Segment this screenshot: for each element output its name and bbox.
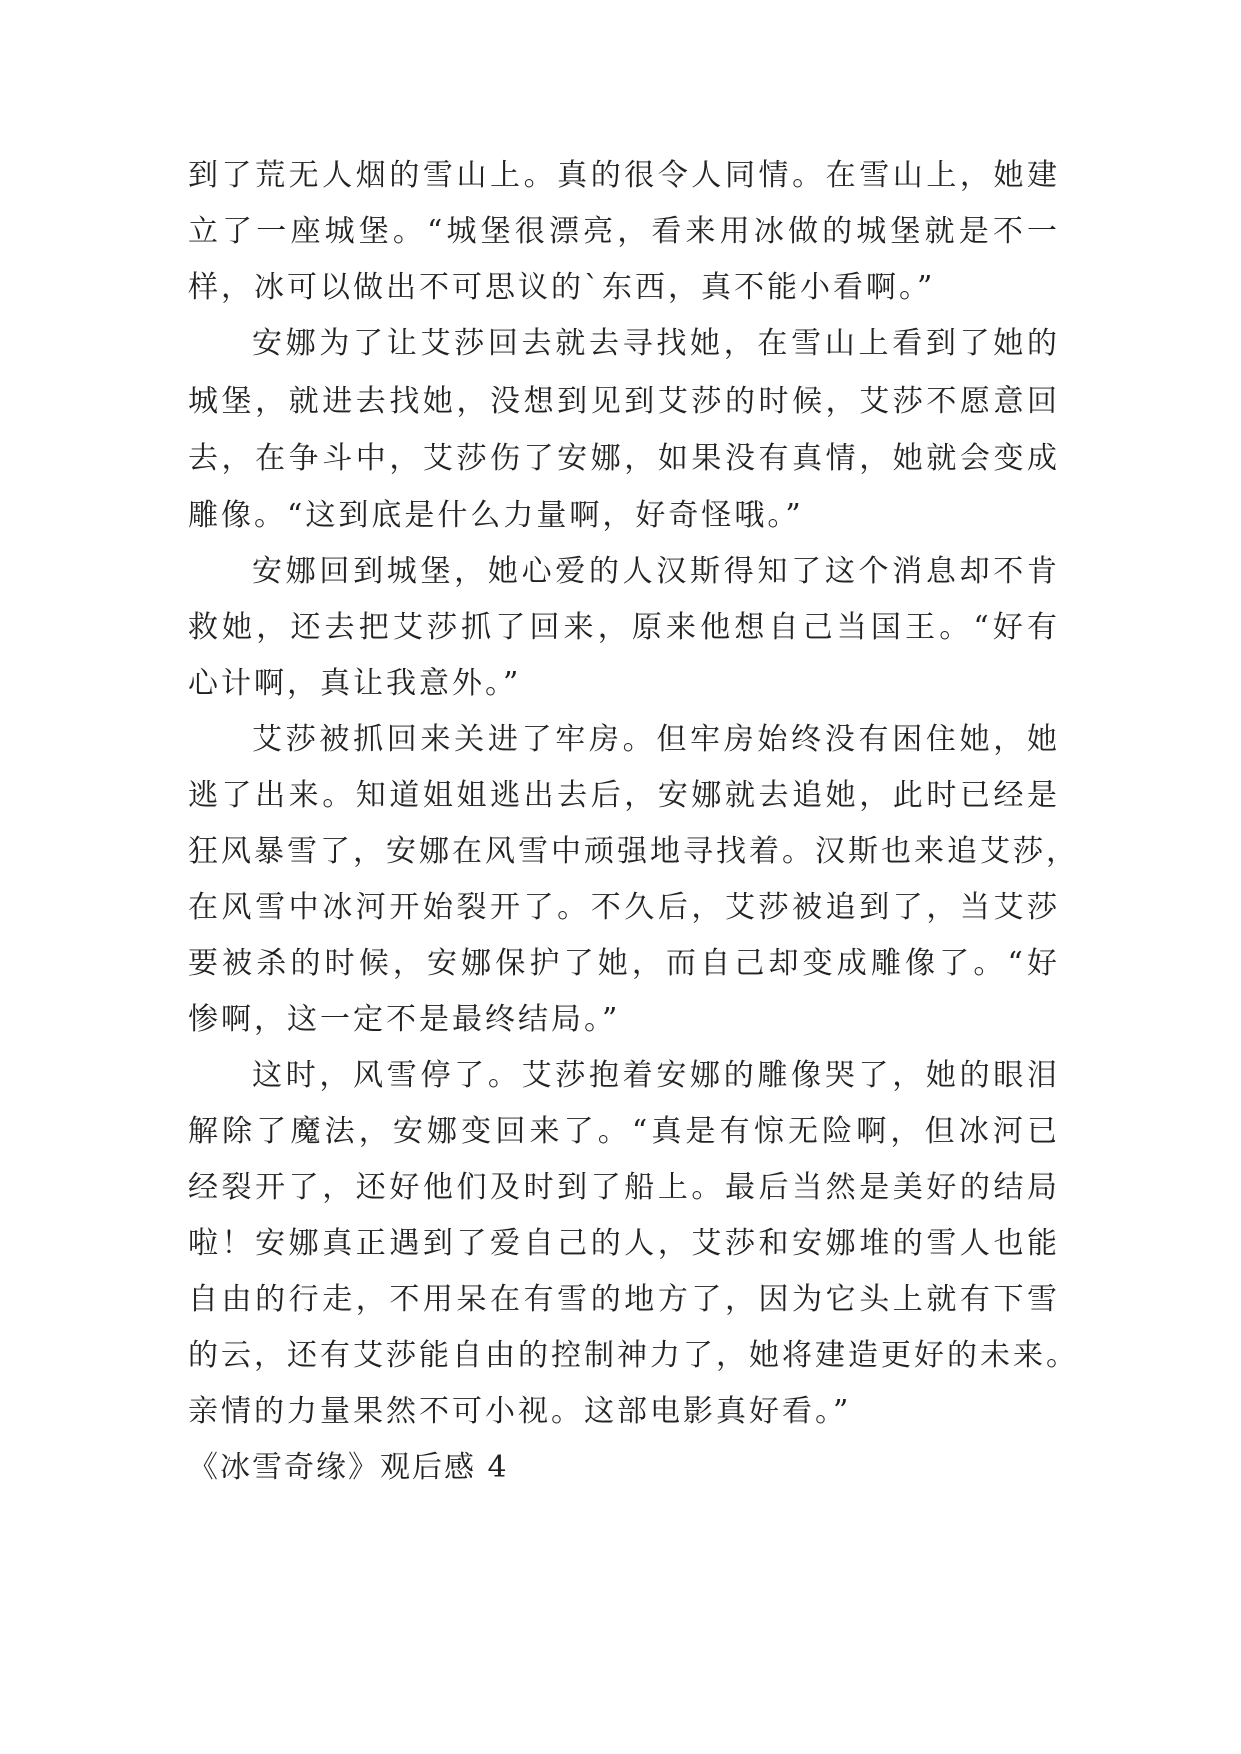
text-line: 解除了魔法，安娜变回来了。“真是有惊无险啊，但冰河已 xyxy=(188,1114,1060,1149)
text-line: 雕像。“这到底是什么力量啊，好奇怪哦。” xyxy=(188,498,804,533)
text-line: 的云，还有艾莎能自由的控制神力了，她将建造更好的未来。 xyxy=(188,1338,1079,1373)
text-line: 狂风暴雪了，安娜在风雪中顽强地寻找着。汉斯也来追艾莎， xyxy=(188,834,1079,869)
text-line: 啦！安娜真正遇到了爱自己的人，艾莎和安娜堆的雪人也能 xyxy=(188,1226,1060,1261)
paragraph-first-line: 艾莎被抓回来关进了牢房。但牢房始终没有困住她，她 xyxy=(252,722,1060,757)
paragraph-first-line: 这时，风雪停了。艾莎抱着安娜的雕像哭了，她的眼泪 xyxy=(252,1058,1060,1093)
text-line: 样，冰可以做出不可思议的`东西，真不能小看啊。” xyxy=(188,270,936,305)
paragraph-first-line: 安娜为了让艾莎回去就去寻找她，在雪山上看到了她的 xyxy=(252,326,1060,361)
text-line: 去，在争斗中，艾莎伤了安娜，如果没有真情，她就会变成 xyxy=(188,441,1060,476)
text-line: 要被杀的时候，安娜保护了她，而自己却变成雕像了。“好 xyxy=(188,946,1060,981)
text-line: 救她，还去把艾莎抓了回来，原来他想自己当国王。“好有 xyxy=(188,610,1060,645)
text-line: 到了荒无人烟的雪山上。真的很令人同情。在雪山上，她建 xyxy=(188,158,1060,193)
text-line: 立了一座城堡。“城堡很漂亮，看来用冰做的城堡就是不一 xyxy=(188,214,1060,249)
text-line: 经裂开了，还好他们及时到了船上。最后当然是美好的结局 xyxy=(188,1170,1060,1205)
text-line: 逃了出来。知道姐姐逃出去后，安娜就去追她，此时已经是 xyxy=(188,778,1060,813)
text-line: 惨啊，这一定不是最终结局。” xyxy=(188,1002,621,1037)
text-line: 城堡，就进去找她，没想到见到艾莎的时候，艾莎不愿意回 xyxy=(188,384,1060,419)
text-line: 在风雪中冰河开始裂开了。不久后，艾莎被追到了，当艾莎 xyxy=(188,890,1060,925)
paragraph-first-line: 安娜回到城堡，她心爱的人汉斯得知了这个消息却不肯 xyxy=(252,554,1060,589)
text-line: 亲情的力量果然不可小视。这部电影真好看。” xyxy=(188,1394,852,1429)
section-heading: 《冰雪奇缘》观后感 4 xyxy=(188,1450,509,1485)
text-line: 心计啊，真让我意外。” xyxy=(188,666,522,701)
text-line: 自由的行走，不用呆在有雪的地方了，因为它头上就有下雪 xyxy=(188,1282,1060,1317)
